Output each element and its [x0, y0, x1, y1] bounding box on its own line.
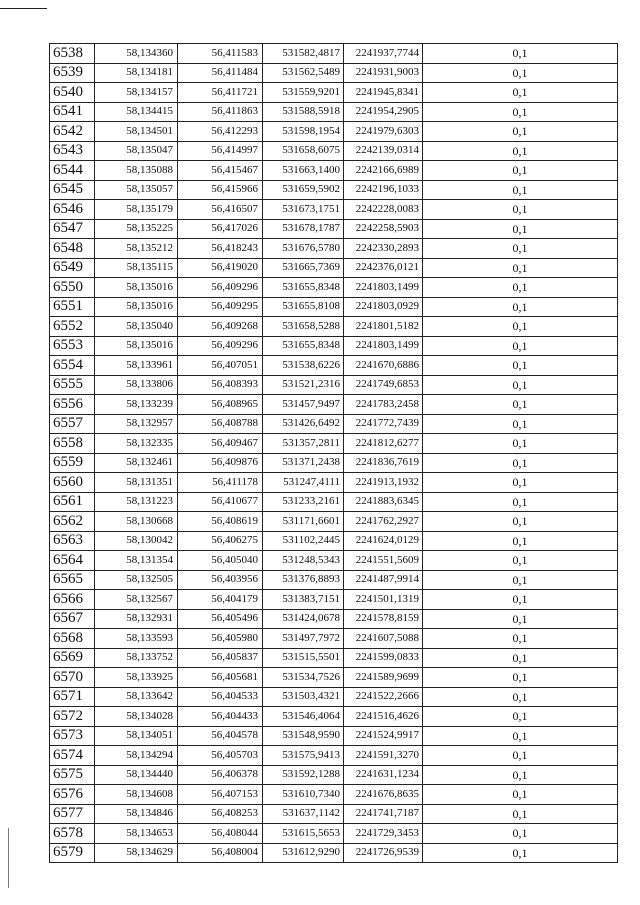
table-row [50, 453, 618, 473]
coord-b-cell: 56,415467 [178, 161, 263, 181]
left-edge-mark [8, 828, 9, 888]
coord-x-cell: 531637,1142 [263, 804, 344, 824]
coord-a-cell: 58,134051 [95, 726, 178, 746]
coord-y-cell: 2241883,6345 [344, 492, 423, 512]
point-number-cell: 6578 [50, 824, 95, 844]
precision-value-cell: 0,1 [423, 317, 618, 337]
coord-y-cell: 2241522,2666 [344, 687, 423, 707]
precision-value-cell: 0,1 [423, 492, 618, 512]
precision-value-cell: 0,1 [423, 707, 618, 727]
coord-b-cell: 56,411583 [178, 44, 263, 64]
precision-value-cell: 0,1 [423, 200, 618, 220]
coord-y-cell: 2241772,7439 [344, 414, 423, 434]
table-row [50, 219, 618, 239]
coord-a-cell: 58,134629 [95, 843, 178, 863]
table-row [50, 765, 618, 785]
coord-y-cell: 2241676,8635 [344, 785, 423, 805]
coord-y-cell: 2241931,9003 [344, 63, 423, 83]
coord-b-cell: 56,411484 [178, 63, 263, 83]
coord-a-cell: 58,135115 [95, 258, 178, 278]
table-row [50, 63, 618, 83]
point-number-cell: 6557 [50, 414, 95, 434]
point-number-cell: 6564 [50, 551, 95, 571]
coord-a-cell: 58,135088 [95, 161, 178, 181]
coord-b-cell: 56,412293 [178, 122, 263, 142]
coord-y-cell: 2241783,2458 [344, 395, 423, 415]
point-number-cell: 6569 [50, 648, 95, 668]
coord-x-cell: 531678,1787 [263, 219, 344, 239]
precision-value-cell: 0,1 [423, 453, 618, 473]
precision-value-cell: 0,1 [423, 336, 618, 356]
point-number-cell: 6562 [50, 512, 95, 532]
coord-x-cell: 531676,5780 [263, 239, 344, 259]
coord-a-cell: 58,134028 [95, 707, 178, 727]
coord-x-cell: 531592,1288 [263, 765, 344, 785]
precision-value-cell: 0,1 [423, 102, 618, 122]
table-row [50, 122, 618, 142]
precision-value-cell: 0,1 [423, 375, 618, 395]
coord-x-cell: 531171,6601 [263, 512, 344, 532]
coord-b-cell: 56,408004 [178, 843, 263, 863]
point-number-cell: 6551 [50, 297, 95, 317]
point-number-cell: 6572 [50, 707, 95, 727]
coord-y-cell: 2241670,6886 [344, 356, 423, 376]
point-number-cell: 6571 [50, 687, 95, 707]
coord-y-cell: 2241836,7619 [344, 453, 423, 473]
coord-x-cell: 531575,9413 [263, 746, 344, 766]
coord-b-cell: 56,408253 [178, 804, 263, 824]
table-row [50, 434, 618, 454]
coord-a-cell: 58,134415 [95, 102, 178, 122]
coord-y-cell: 2241516,4626 [344, 707, 423, 727]
table-row [50, 161, 618, 181]
table-row [50, 531, 618, 551]
point-number-cell: 6541 [50, 102, 95, 122]
point-number-cell: 6543 [50, 141, 95, 161]
point-number-cell: 6538 [50, 44, 95, 64]
coord-y-cell: 2241741,7187 [344, 804, 423, 824]
table-row [50, 785, 618, 805]
coord-b-cell: 56,414997 [178, 141, 263, 161]
coord-a-cell: 58,131351 [95, 473, 178, 493]
point-number-cell: 6545 [50, 180, 95, 200]
point-number-cell: 6554 [50, 356, 95, 376]
table-row [50, 804, 618, 824]
coord-a-cell: 58,131354 [95, 551, 178, 571]
table-row [50, 590, 618, 610]
coord-x-cell: 531233,2161 [263, 492, 344, 512]
coord-x-cell: 531659,5902 [263, 180, 344, 200]
coord-b-cell: 56,418243 [178, 239, 263, 259]
point-number-cell: 6552 [50, 317, 95, 337]
coord-a-cell: 58,134846 [95, 804, 178, 824]
coord-a-cell: 58,134360 [95, 44, 178, 64]
coord-x-cell: 531376,8893 [263, 570, 344, 590]
coord-y-cell: 2241578,8159 [344, 609, 423, 629]
coord-x-cell: 531612,9290 [263, 843, 344, 863]
table-row [50, 512, 618, 532]
coord-a-cell: 58,131223 [95, 492, 178, 512]
precision-value-cell: 0,1 [423, 629, 618, 649]
point-number-cell: 6558 [50, 434, 95, 454]
coord-b-cell: 56,419020 [178, 258, 263, 278]
point-number-cell: 6563 [50, 531, 95, 551]
precision-value-cell: 0,1 [423, 843, 618, 863]
coord-x-cell: 531248,5343 [263, 551, 344, 571]
coord-a-cell: 58,132957 [95, 414, 178, 434]
coord-y-cell: 2241501,1319 [344, 590, 423, 610]
coord-b-cell: 56,408965 [178, 395, 263, 415]
coord-y-cell: 2241937,7744 [344, 44, 423, 64]
point-number-cell: 6566 [50, 590, 95, 610]
table-row [50, 648, 618, 668]
coord-b-cell: 56,411863 [178, 102, 263, 122]
coord-a-cell: 58,133961 [95, 356, 178, 376]
point-number-cell: 6559 [50, 453, 95, 473]
coord-x-cell: 531658,5288 [263, 317, 344, 337]
coord-y-cell: 2241803,1499 [344, 278, 423, 298]
coord-x-cell: 531598,1954 [263, 122, 344, 142]
coord-b-cell: 56,409295 [178, 297, 263, 317]
table-row [50, 180, 618, 200]
coord-x-cell: 531515,5501 [263, 648, 344, 668]
coord-b-cell: 56,408788 [178, 414, 263, 434]
coord-a-cell: 58,134294 [95, 746, 178, 766]
coord-x-cell: 531548,9590 [263, 726, 344, 746]
coord-x-cell: 531663,1400 [263, 161, 344, 181]
table-row [50, 258, 618, 278]
coordinates-sheet [49, 43, 618, 863]
coord-a-cell: 58,133239 [95, 395, 178, 415]
coord-x-cell: 531655,8108 [263, 297, 344, 317]
coord-y-cell: 2241591,3270 [344, 746, 423, 766]
table-row [50, 141, 618, 161]
precision-value-cell: 0,1 [423, 219, 618, 239]
point-number-cell: 6550 [50, 278, 95, 298]
coord-a-cell: 58,133925 [95, 668, 178, 688]
table-row [50, 336, 618, 356]
point-number-cell: 6565 [50, 570, 95, 590]
coord-a-cell: 58,132505 [95, 570, 178, 590]
precision-value-cell: 0,1 [423, 824, 618, 844]
coord-b-cell: 56,407153 [178, 785, 263, 805]
coord-x-cell: 531371,2438 [263, 453, 344, 473]
coord-y-cell: 2241729,3453 [344, 824, 423, 844]
coord-b-cell: 56,405703 [178, 746, 263, 766]
coord-b-cell: 56,409467 [178, 434, 263, 454]
table-row [50, 83, 618, 103]
coord-x-cell: 531615,5653 [263, 824, 344, 844]
coord-y-cell: 2242166,6989 [344, 161, 423, 181]
coord-a-cell: 58,135040 [95, 317, 178, 337]
coord-x-cell: 531546,4064 [263, 707, 344, 727]
precision-value-cell: 0,1 [423, 551, 618, 571]
coord-b-cell: 56,404179 [178, 590, 263, 610]
coord-a-cell: 58,133593 [95, 629, 178, 649]
coord-b-cell: 56,415966 [178, 180, 263, 200]
coord-x-cell: 531658,6075 [263, 141, 344, 161]
point-number-cell: 6573 [50, 726, 95, 746]
precision-value-cell: 0,1 [423, 570, 618, 590]
coord-x-cell: 531582,4817 [263, 44, 344, 64]
coord-x-cell: 531247,4111 [263, 473, 344, 493]
table-row [50, 551, 618, 571]
coord-x-cell: 531357,2811 [263, 434, 344, 454]
precision-value-cell: 0,1 [423, 473, 618, 493]
top-edge-rule [0, 8, 47, 9]
coord-y-cell: 2241749,6853 [344, 375, 423, 395]
coord-x-cell: 531538,6226 [263, 356, 344, 376]
table-row [50, 726, 618, 746]
table-row [50, 375, 618, 395]
coord-a-cell: 58,135047 [95, 141, 178, 161]
coord-a-cell: 58,132335 [95, 434, 178, 454]
coord-a-cell: 58,135057 [95, 180, 178, 200]
table-row [50, 395, 618, 415]
table-row [50, 668, 618, 688]
coord-y-cell: 2242139,0314 [344, 141, 423, 161]
table-row [50, 414, 618, 434]
coord-x-cell: 531562,5489 [263, 63, 344, 83]
coord-a-cell: 58,132931 [95, 609, 178, 629]
table-row [50, 746, 618, 766]
coord-a-cell: 58,133752 [95, 648, 178, 668]
coord-b-cell: 56,408619 [178, 512, 263, 532]
coord-b-cell: 56,405980 [178, 629, 263, 649]
coord-y-cell: 2241599,0833 [344, 648, 423, 668]
coord-y-cell: 2242196,1033 [344, 180, 423, 200]
coord-a-cell: 58,135225 [95, 219, 178, 239]
coord-b-cell: 56,407051 [178, 356, 263, 376]
coord-a-cell: 58,132567 [95, 590, 178, 610]
coord-b-cell: 56,403956 [178, 570, 263, 590]
coord-x-cell: 531665,7369 [263, 258, 344, 278]
coord-x-cell: 531588,5918 [263, 102, 344, 122]
coord-y-cell: 2242228,0083 [344, 200, 423, 220]
coord-a-cell: 58,135179 [95, 200, 178, 220]
point-number-cell: 6546 [50, 200, 95, 220]
coord-y-cell: 2242376,0121 [344, 258, 423, 278]
coord-b-cell: 56,404533 [178, 687, 263, 707]
coord-y-cell: 2241726,9539 [344, 843, 423, 863]
coord-x-cell: 531673,1751 [263, 200, 344, 220]
coord-x-cell: 531521,2316 [263, 375, 344, 395]
point-number-cell: 6576 [50, 785, 95, 805]
coord-y-cell: 2241607,5088 [344, 629, 423, 649]
table-row [50, 707, 618, 727]
coord-y-cell: 2241551,5609 [344, 551, 423, 571]
coord-a-cell: 58,134157 [95, 83, 178, 103]
coord-x-cell: 531383,7151 [263, 590, 344, 610]
point-number-cell: 6548 [50, 239, 95, 259]
precision-value-cell: 0,1 [423, 63, 618, 83]
coord-b-cell: 56,405496 [178, 609, 263, 629]
coord-x-cell: 531497,7972 [263, 629, 344, 649]
coord-a-cell: 58,130042 [95, 531, 178, 551]
coord-x-cell: 531559,9201 [263, 83, 344, 103]
point-number-cell: 6577 [50, 804, 95, 824]
coord-x-cell: 531610,7340 [263, 785, 344, 805]
precision-value-cell: 0,1 [423, 434, 618, 454]
point-number-cell: 6555 [50, 375, 95, 395]
coord-b-cell: 56,405040 [178, 551, 263, 571]
point-number-cell: 6567 [50, 609, 95, 629]
coord-a-cell: 58,135016 [95, 297, 178, 317]
coord-a-cell: 58,132461 [95, 453, 178, 473]
coord-a-cell: 58,130668 [95, 512, 178, 532]
precision-value-cell: 0,1 [423, 512, 618, 532]
coord-b-cell: 56,411178 [178, 473, 263, 493]
precision-value-cell: 0,1 [423, 122, 618, 142]
coord-y-cell: 2241524,9917 [344, 726, 423, 746]
table-row [50, 200, 618, 220]
precision-value-cell: 0,1 [423, 44, 618, 64]
table-row [50, 239, 618, 259]
precision-value-cell: 0,1 [423, 180, 618, 200]
coord-a-cell: 58,134608 [95, 785, 178, 805]
table-row [50, 843, 618, 863]
point-number-cell: 6560 [50, 473, 95, 493]
coord-b-cell: 56,408044 [178, 824, 263, 844]
coord-b-cell: 56,416507 [178, 200, 263, 220]
point-number-cell: 6547 [50, 219, 95, 239]
coord-x-cell: 531503,4321 [263, 687, 344, 707]
coord-b-cell: 56,410677 [178, 492, 263, 512]
precision-value-cell: 0,1 [423, 239, 618, 259]
coord-y-cell: 2241487,9914 [344, 570, 423, 590]
precision-value-cell: 0,1 [423, 804, 618, 824]
coord-y-cell: 2242330,2893 [344, 239, 423, 259]
coord-b-cell: 56,409268 [178, 317, 263, 337]
coord-b-cell: 56,404433 [178, 707, 263, 727]
coord-b-cell: 56,409296 [178, 278, 263, 298]
coordinates-table-body [50, 44, 618, 863]
coord-a-cell: 58,135016 [95, 278, 178, 298]
coord-y-cell: 2241812,6277 [344, 434, 423, 454]
coord-x-cell: 531457,9497 [263, 395, 344, 415]
point-number-cell: 6561 [50, 492, 95, 512]
coord-a-cell: 58,135016 [95, 336, 178, 356]
precision-value-cell: 0,1 [423, 356, 618, 376]
coord-b-cell: 56,409296 [178, 336, 263, 356]
precision-value-cell: 0,1 [423, 765, 618, 785]
table-row [50, 44, 618, 64]
point-number-cell: 6549 [50, 258, 95, 278]
coord-y-cell: 2241624,0129 [344, 531, 423, 551]
coord-a-cell: 58,134181 [95, 63, 178, 83]
coord-b-cell: 56,411721 [178, 83, 263, 103]
table-row [50, 492, 618, 512]
coord-b-cell: 56,404578 [178, 726, 263, 746]
precision-value-cell: 0,1 [423, 609, 618, 629]
coord-a-cell: 58,133642 [95, 687, 178, 707]
coord-b-cell: 56,409876 [178, 453, 263, 473]
table-row [50, 297, 618, 317]
precision-value-cell: 0,1 [423, 687, 618, 707]
table-row [50, 473, 618, 493]
coord-b-cell: 56,408393 [178, 375, 263, 395]
point-number-cell: 6544 [50, 161, 95, 181]
table-row [50, 609, 618, 629]
coord-x-cell: 531426,6492 [263, 414, 344, 434]
point-number-cell: 6575 [50, 765, 95, 785]
point-number-cell: 6568 [50, 629, 95, 649]
point-number-cell: 6542 [50, 122, 95, 142]
coordinates-table [49, 43, 618, 863]
coord-x-cell: 531424,0678 [263, 609, 344, 629]
coord-y-cell: 2241979,6303 [344, 122, 423, 142]
coord-y-cell: 2241631,1234 [344, 765, 423, 785]
table-row [50, 317, 618, 337]
coord-y-cell: 2241803,0929 [344, 297, 423, 317]
coord-x-cell: 531655,8348 [263, 278, 344, 298]
point-number-cell: 6556 [50, 395, 95, 415]
table-row [50, 629, 618, 649]
precision-value-cell: 0,1 [423, 726, 618, 746]
table-row [50, 570, 618, 590]
coord-x-cell: 531534,7526 [263, 668, 344, 688]
coord-b-cell: 56,406378 [178, 765, 263, 785]
coord-a-cell: 58,134440 [95, 765, 178, 785]
precision-value-cell: 0,1 [423, 141, 618, 161]
coord-y-cell: 2241954,2905 [344, 102, 423, 122]
coord-x-cell: 531102,2445 [263, 531, 344, 551]
precision-value-cell: 0,1 [423, 278, 618, 298]
table-row [50, 102, 618, 122]
precision-value-cell: 0,1 [423, 297, 618, 317]
point-number-cell: 6553 [50, 336, 95, 356]
precision-value-cell: 0,1 [423, 531, 618, 551]
coord-y-cell: 2241945,8341 [344, 83, 423, 103]
point-number-cell: 6540 [50, 83, 95, 103]
point-number-cell: 6579 [50, 843, 95, 863]
coord-b-cell: 56,417026 [178, 219, 263, 239]
table-row [50, 687, 618, 707]
coord-y-cell: 2241762,2927 [344, 512, 423, 532]
point-number-cell: 6570 [50, 668, 95, 688]
precision-value-cell: 0,1 [423, 746, 618, 766]
coord-y-cell: 2241589,9699 [344, 668, 423, 688]
coord-y-cell: 2242258,5903 [344, 219, 423, 239]
table-row [50, 356, 618, 376]
coord-y-cell: 2241913,1932 [344, 473, 423, 493]
coord-a-cell: 58,134653 [95, 824, 178, 844]
precision-value-cell: 0,1 [423, 395, 618, 415]
precision-value-cell: 0,1 [423, 668, 618, 688]
table-row [50, 824, 618, 844]
coord-a-cell: 58,133806 [95, 375, 178, 395]
coord-a-cell: 58,134501 [95, 122, 178, 142]
precision-value-cell: 0,1 [423, 414, 618, 434]
precision-value-cell: 0,1 [423, 590, 618, 610]
coord-b-cell: 56,405837 [178, 648, 263, 668]
precision-value-cell: 0,1 [423, 161, 618, 181]
precision-value-cell: 0,1 [423, 83, 618, 103]
precision-value-cell: 0,1 [423, 785, 618, 805]
coord-b-cell: 56,406275 [178, 531, 263, 551]
table-row [50, 278, 618, 298]
point-number-cell: 6574 [50, 746, 95, 766]
coord-a-cell: 58,135212 [95, 239, 178, 259]
coord-y-cell: 2241803,1499 [344, 336, 423, 356]
coord-b-cell: 56,405681 [178, 668, 263, 688]
precision-value-cell: 0,1 [423, 258, 618, 278]
coord-y-cell: 2241801,5182 [344, 317, 423, 337]
precision-value-cell: 0,1 [423, 648, 618, 668]
point-number-cell: 6539 [50, 63, 95, 83]
coord-x-cell: 531655,8348 [263, 336, 344, 356]
